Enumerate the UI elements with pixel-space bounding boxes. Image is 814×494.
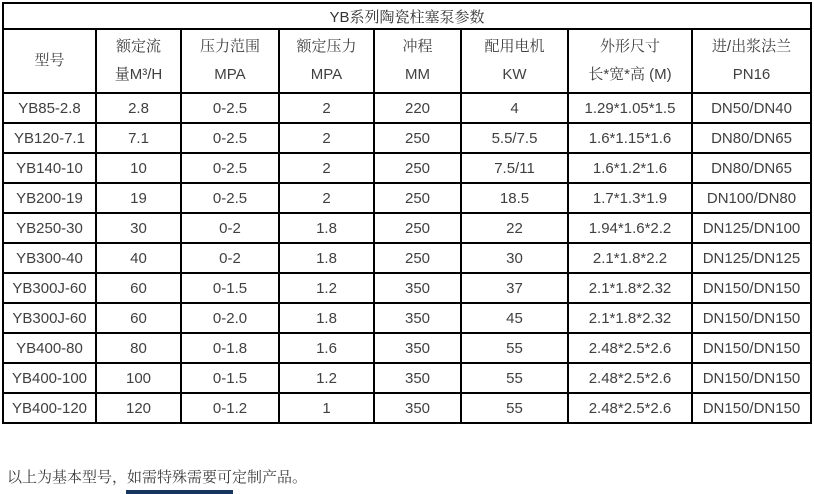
- table-cell: 40: [96, 243, 181, 273]
- table-cell: 1.2: [279, 363, 374, 393]
- table-cell: 0-1.8: [181, 333, 279, 363]
- table-cell: 0-2.5: [181, 153, 279, 183]
- table-cell: 100: [96, 363, 181, 393]
- table-row: [3, 303, 811, 333]
- table-row: [3, 183, 811, 213]
- table-row: [3, 333, 811, 363]
- table-cell: 250: [374, 183, 461, 213]
- table-cell: 0-2.5: [181, 123, 279, 153]
- table-cell: 1.8: [279, 243, 374, 273]
- table-row: [3, 123, 811, 153]
- table-title: YB系列陶瓷柱塞泵参数: [3, 3, 811, 29]
- table-cell: 250: [374, 213, 461, 243]
- footer-note: 以上为基本型号，如需特殊需要可定制产品。: [7, 469, 308, 486]
- table-cell: DN100/DN80: [692, 183, 811, 213]
- table-cell: 0-1.5: [181, 363, 279, 393]
- table-cell: 2.48*2.5*2.6: [568, 393, 692, 423]
- cutoff-partial-element: [126, 490, 233, 494]
- table-cell: 2: [279, 153, 374, 183]
- table-row: [3, 153, 811, 183]
- column-header: 外形尺寸 长*宽*高 (M): [568, 29, 692, 93]
- table-cell: 22: [461, 213, 568, 243]
- table-cell: 1.6: [279, 333, 374, 363]
- table-cell: DN80/DN65: [692, 153, 811, 183]
- table-row: [3, 243, 811, 273]
- table-cell: 1.2: [279, 273, 374, 303]
- table-cell: 120: [96, 393, 181, 423]
- table-cell: 2: [279, 183, 374, 213]
- table-cell: 7.1: [96, 123, 181, 153]
- column-header: 压力范围 MPA: [181, 29, 279, 93]
- table-cell: YB120-7.1: [3, 123, 96, 153]
- table-row: [3, 363, 811, 393]
- table-cell: 60: [96, 273, 181, 303]
- table-cell: 60: [96, 303, 181, 333]
- column-header: 进/出浆法兰 PN16: [692, 29, 811, 93]
- table-row: [3, 213, 811, 243]
- table-cell: 55: [461, 363, 568, 393]
- table-row: [3, 393, 811, 423]
- table-cell: 350: [374, 333, 461, 363]
- table-cell: DN150/DN150: [692, 273, 811, 303]
- table-cell: 1.8: [279, 303, 374, 333]
- column-header: 额定压力 MPA: [279, 29, 374, 93]
- table-cell: 350: [374, 303, 461, 333]
- table-cell: 250: [374, 243, 461, 273]
- table-cell: DN80/DN65: [692, 123, 811, 153]
- table-cell: 45: [461, 303, 568, 333]
- table-cell: 10: [96, 153, 181, 183]
- table-cell: 250: [374, 153, 461, 183]
- table-cell: 1.29*1.05*1.5: [568, 93, 692, 123]
- table-cell: 30: [96, 213, 181, 243]
- table-cell: 0-2.0: [181, 303, 279, 333]
- table-cell: YB300J-60: [3, 303, 96, 333]
- table-cell: DN150/DN150: [692, 363, 811, 393]
- table-cell: 2.1*1.8*2.32: [568, 303, 692, 333]
- table-cell: 2.1*1.8*2.2: [568, 243, 692, 273]
- table-cell: YB250-30: [3, 213, 96, 243]
- table-cell: YB85-2.8: [3, 93, 96, 123]
- pump-spec-table: [2, 2, 812, 424]
- table-cell: 80: [96, 333, 181, 363]
- table-cell: 350: [374, 363, 461, 393]
- table-cell: 5.5/7.5: [461, 123, 568, 153]
- table-cell: 2: [279, 123, 374, 153]
- table-cell: YB400-100: [3, 363, 96, 393]
- column-header: 额定流 量M³/H: [96, 29, 181, 93]
- table-cell: 0-1.5: [181, 273, 279, 303]
- table-cell: YB300J-60: [3, 273, 96, 303]
- column-header: 配用电机 KW: [461, 29, 568, 93]
- table-cell: DN50/DN40: [692, 93, 811, 123]
- table-cell: 19: [96, 183, 181, 213]
- table-cell: 1: [279, 393, 374, 423]
- table-cell: 0-1.2: [181, 393, 279, 423]
- table-cell: 2.48*2.5*2.6: [568, 363, 692, 393]
- table-cell: 2.8: [96, 93, 181, 123]
- table-cell: 1.6*1.15*1.6: [568, 123, 692, 153]
- table-cell: 30: [461, 243, 568, 273]
- table-cell: DN150/DN150: [692, 303, 811, 333]
- table-cell: 4: [461, 93, 568, 123]
- table-cell: YB300-40: [3, 243, 96, 273]
- table-cell: 2: [279, 93, 374, 123]
- table-cell: 220: [374, 93, 461, 123]
- table-cell: 37: [461, 273, 568, 303]
- table-cell: 2.1*1.8*2.32: [568, 273, 692, 303]
- table-title-row: [3, 3, 811, 29]
- table-cell: 350: [374, 273, 461, 303]
- table-header-row: [3, 29, 811, 93]
- table-cell: 350: [374, 393, 461, 423]
- table-cell: 0-2.5: [181, 183, 279, 213]
- table-cell: 250: [374, 123, 461, 153]
- table-cell: DN125/DN125: [692, 243, 811, 273]
- table-cell: YB140-10: [3, 153, 96, 183]
- table-cell: 18.5: [461, 183, 568, 213]
- table-cell: 0-2.5: [181, 93, 279, 123]
- table-cell: DN150/DN150: [692, 393, 811, 423]
- table-row: [3, 273, 811, 303]
- table-cell: 55: [461, 333, 568, 363]
- table-cell: YB400-120: [3, 393, 96, 423]
- table-cell: DN125/DN100: [692, 213, 811, 243]
- table-cell: DN150/DN150: [692, 333, 811, 363]
- table-cell: 2.48*2.5*2.6: [568, 333, 692, 363]
- table-cell: 0-2: [181, 243, 279, 273]
- column-header: 冲程 MM: [374, 29, 461, 93]
- table-cell: 0-2: [181, 213, 279, 243]
- table-cell: 55: [461, 393, 568, 423]
- table-cell: YB400-80: [3, 333, 96, 363]
- table-cell: 1.7*1.3*1.9: [568, 183, 692, 213]
- table-cell: YB200-19: [3, 183, 96, 213]
- table-row: [3, 93, 811, 123]
- table-cell: 7.5/11: [461, 153, 568, 183]
- table-cell: 1.94*1.6*2.2: [568, 213, 692, 243]
- table-cell: 1.6*1.2*1.6: [568, 153, 692, 183]
- column-header: 型号: [3, 29, 96, 93]
- table-cell: 1.8: [279, 213, 374, 243]
